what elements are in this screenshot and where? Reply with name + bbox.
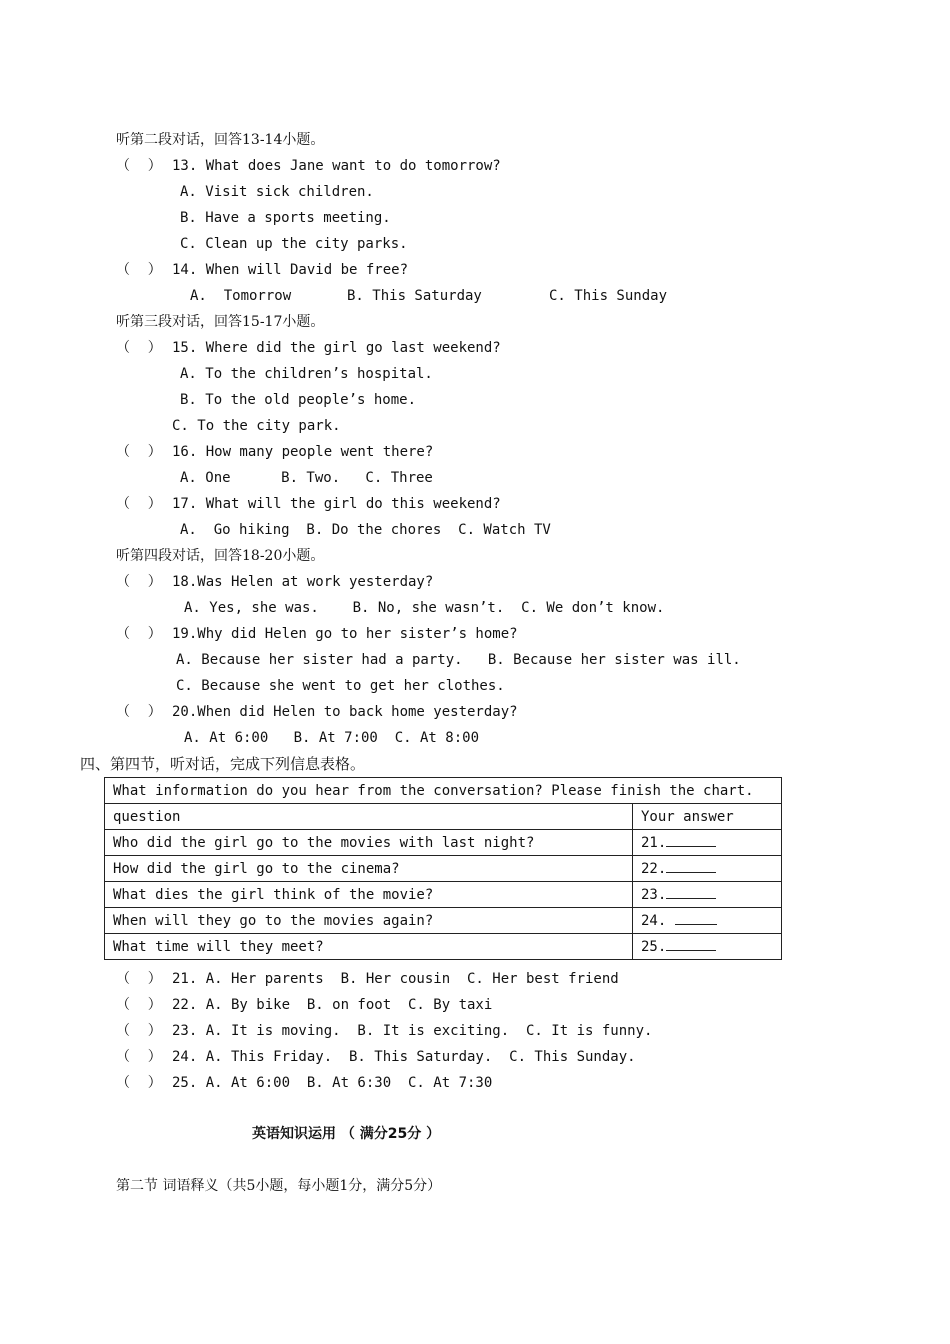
answer-paren: （ ） — [116, 1049, 162, 1065]
choice-line: 21. A. Her parents B. Her cousin C. Her best friend — [172, 971, 619, 987]
answer-paren: （ ） — [116, 704, 162, 720]
option-c: C. Because she went to get her clothes. — [176, 678, 505, 694]
answer-blank[interactable] — [666, 886, 716, 899]
answer-paren: （ ） — [116, 1075, 162, 1091]
chart-question: When will they go to the movies again? — [105, 908, 633, 934]
options-line: A. Because her sister had a party. B. Because her sister was ill. — [176, 652, 741, 668]
answer-paren: （ ） — [116, 626, 162, 642]
choice-line: 24. A. This Friday. B. This Saturday. C. This Sunday. — [172, 1049, 636, 1065]
chart-title: What information do you hear from the conversation? Please finish the chart. — [105, 778, 782, 804]
choice-line: 25. A. At 6:00 B. At 6:30 C. At 7:30 — [172, 1075, 493, 1091]
answer-cell — [633, 934, 782, 960]
option-a: A. Tomorrow — [190, 288, 292, 304]
answer-blank[interactable] — [675, 912, 717, 925]
section-heading: 听第三段对话，回答15-17小题。 — [116, 314, 325, 330]
option-a: A. Visit sick children. — [180, 184, 374, 200]
answer-paren: （ ） — [116, 444, 162, 460]
answer-paren: （ ） — [116, 262, 162, 278]
answer-paren: （ ） — [116, 496, 162, 512]
chart-question: Who did the girl go to the movies with last night? — [105, 830, 633, 856]
section-heading: 听第二段对话，回答13-14小题。 — [116, 132, 325, 148]
option-b: B. To the old people’s home. — [180, 392, 417, 408]
table-row — [105, 934, 782, 960]
answer-cell — [633, 856, 782, 882]
answer-number: 23. — [641, 887, 667, 903]
column-header-question: question — [105, 804, 633, 830]
chart-title-row — [105, 778, 782, 804]
answer-paren: （ ） — [116, 340, 162, 356]
answer-cell — [633, 882, 782, 908]
answer-paren: （ ） — [116, 997, 162, 1013]
options-line: A. Go hiking B. Do the chores C. Watch TV — [180, 522, 551, 538]
chart-header-row — [105, 804, 782, 830]
question-text: 14. When will David be free? — [172, 262, 409, 278]
question-text: 13. What does Jane want to do tomorrow? — [172, 158, 501, 174]
table-row — [105, 856, 782, 882]
option-b: B. This Saturday — [347, 288, 482, 304]
column-header-answer: Your answer — [633, 804, 782, 830]
chart-question: What dies the girl think of the movie? — [105, 882, 633, 908]
answer-paren: （ ） — [116, 574, 162, 590]
table-row — [105, 830, 782, 856]
answer-blank[interactable] — [666, 938, 716, 951]
question-text: 15. Where did the girl go last weekend? — [172, 340, 501, 356]
question-text: 20.When did Helen to back home yesterday? — [172, 704, 518, 720]
chart-question: How did the girl go to the cinema? — [105, 856, 633, 882]
answer-paren: （ ） — [116, 1023, 162, 1039]
answer-number: 25. — [641, 939, 667, 955]
info-chart — [104, 777, 782, 960]
answer-paren: （ ） — [116, 158, 162, 174]
choice-line: 22. A. By bike B. on foot C. By taxi — [172, 997, 493, 1013]
option-b: B. Have a sports meeting. — [180, 210, 391, 226]
answer-number: 22. — [641, 861, 667, 877]
options-line: A. Yes, she was. B. No, she wasn’t. C. We don’t know. — [184, 600, 665, 616]
option-a: A. To the children’s hospital. — [180, 366, 433, 382]
answer-blank[interactable] — [666, 834, 716, 847]
option-c: C. Clean up the city parks. — [180, 236, 408, 252]
answer-paren: （ ） — [116, 971, 162, 987]
answer-cell — [633, 830, 782, 856]
option-c: C. This Sunday — [549, 288, 668, 304]
question-text: 18.Was Helen at work yesterday? — [172, 574, 434, 590]
section-heading: 第二节 词语释义（共5小题，每小题1分，满分5分） — [116, 1178, 442, 1194]
answer-cell — [633, 908, 782, 934]
option-c: C. To the city park. — [172, 418, 341, 434]
question-text: 19.Why did Helen go to her sister’s home? — [172, 626, 518, 642]
section-heading: 听第四段对话，回答18-20小题。 — [116, 548, 325, 564]
options-line: A. One B. Two. C. Three — [180, 470, 433, 486]
table-row — [105, 908, 782, 934]
part-heading: 四、第四节，听对话，完成下列信息表格。 — [80, 755, 366, 773]
choice-line: 23. A. It is moving. B. It is exciting. C. It is funny. — [172, 1023, 653, 1039]
question-text: 16. How many people went there? — [172, 444, 434, 460]
question-text: 17. What will the girl do this weekend? — [172, 496, 501, 512]
section-title: 英语知识运用 （ 满分25分 ） — [252, 1126, 441, 1142]
chart-question: What time will they meet? — [105, 934, 633, 960]
options-line: A. At 6:00 B. At 7:00 C. At 8:00 — [184, 730, 480, 746]
answer-number: 24. — [641, 913, 675, 929]
table-row — [105, 882, 782, 908]
answer-blank[interactable] — [666, 860, 716, 873]
answer-number: 21. — [641, 835, 667, 851]
